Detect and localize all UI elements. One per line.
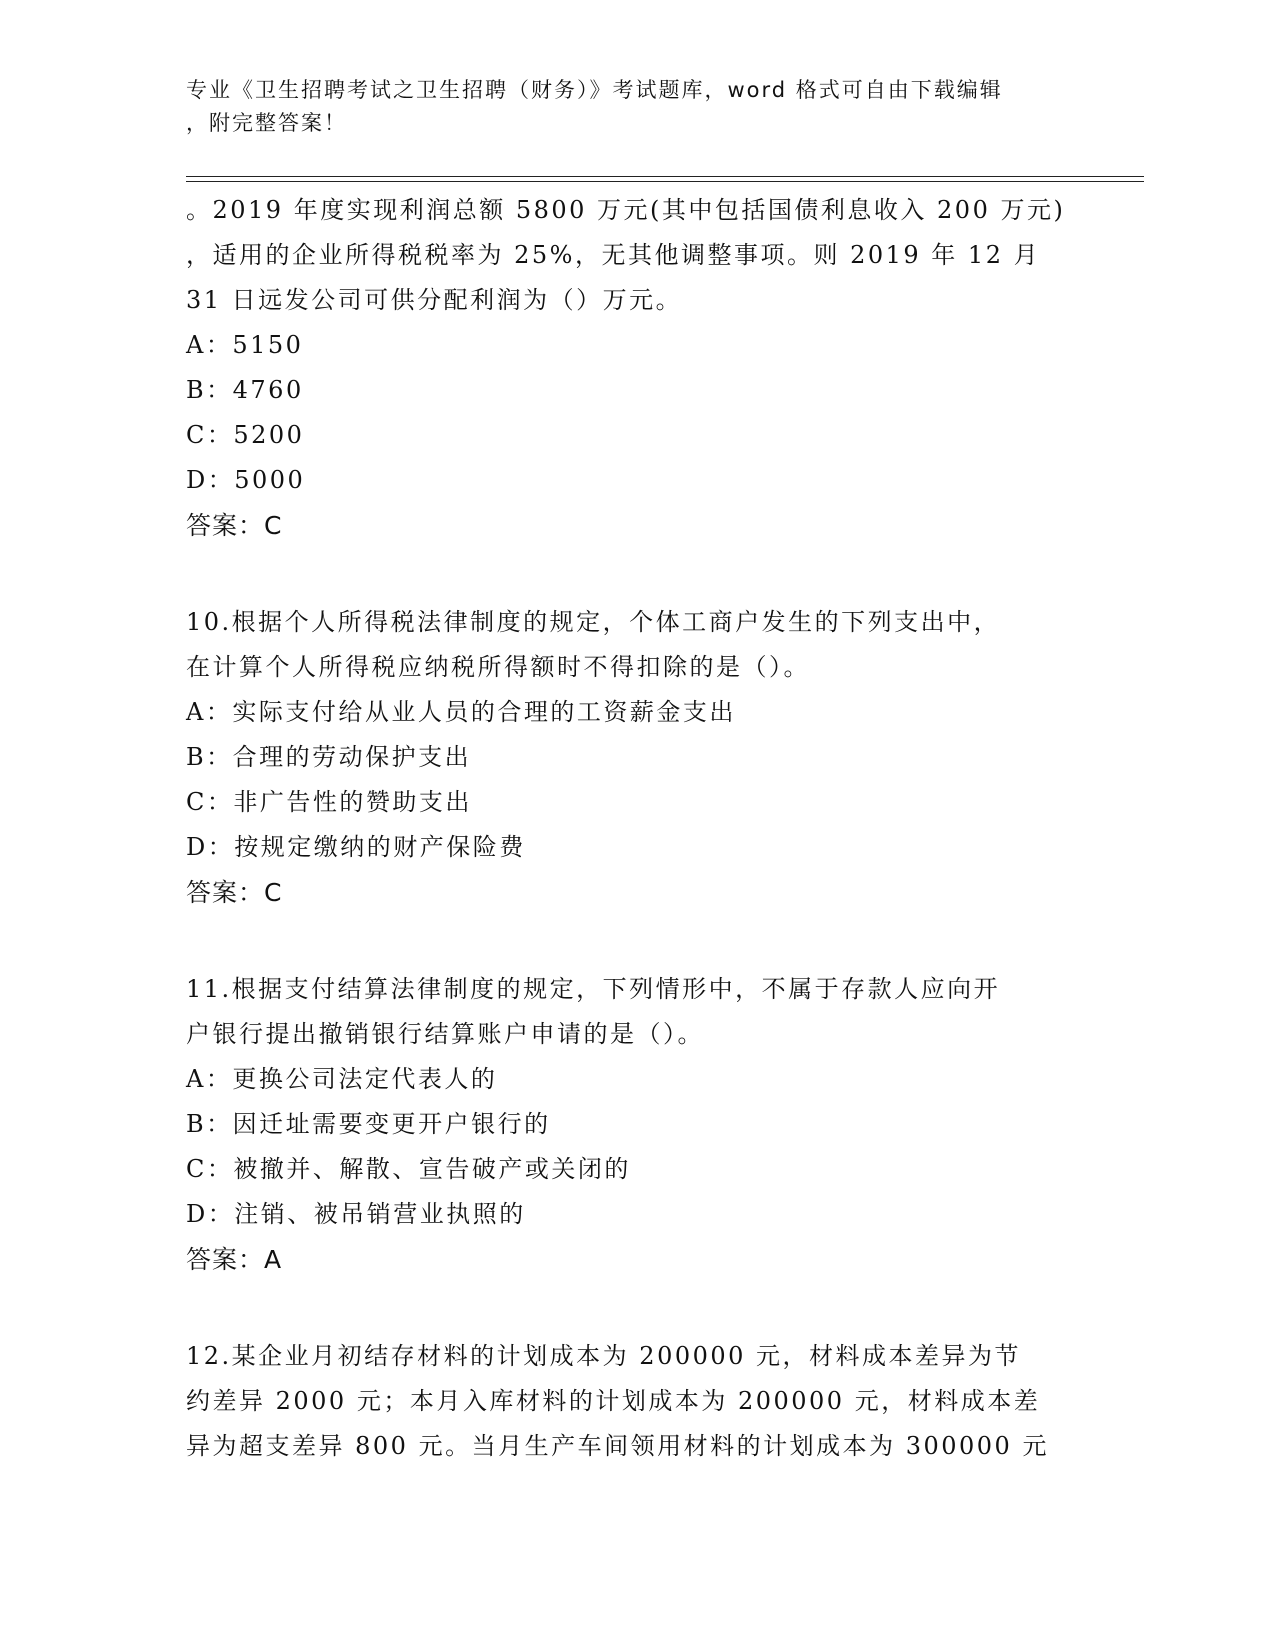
option-d: D：按规定缴纳的财产保险费 <box>186 833 526 861</box>
option-a: A：更换公司法定代表人的 <box>186 1065 498 1093</box>
option-c: C：被撤并、解散、宣告破产或关闭的 <box>186 1155 631 1183</box>
option-b: B：因迁址需要变更开户银行的 <box>186 1110 551 1138</box>
question-text-line: 户银行提出撤销银行结算账户申请的是（）。 <box>186 1020 704 1048</box>
question-text-line: ，适用的企业所得税税率为 25%，无其他调整事项。则 2019 年 12 月 <box>186 241 1041 269</box>
option-b: B：4760 <box>186 376 304 404</box>
header-divider-bottom <box>186 181 1144 182</box>
question-spacer <box>186 1282 1086 1334</box>
question-block-11 <box>186 967 1086 1282</box>
option-d: D：注销、被吊销营业执照的 <box>186 1200 526 1228</box>
question-text-line: 11.根据支付结算法律制度的规定，下列情形中，不属于存款人应向开 <box>186 975 1001 1003</box>
document-header <box>186 74 1066 140</box>
question-spacer <box>186 548 1086 600</box>
question-text-line: 10.根据个人所得税法律制度的规定，个体工商户发生的下列支出中， <box>186 608 1001 636</box>
header-line-2: ，附完整答案！ <box>186 111 347 135</box>
question-list <box>186 188 1086 1469</box>
answer-line: 答案：C <box>186 878 283 907</box>
question-spacer <box>186 915 1086 967</box>
question-text-line: 在计算个人所得税应纳税所得额时不得扣除的是（）。 <box>186 653 810 681</box>
question-text-line: 。2019 年度实现利润总额 5800 万元(其中包括国债利息收入 200 万元) <box>186 196 1066 224</box>
question-text-line: 约差异 2000 元；本月入库材料的计划成本为 200000 元，材料成本差 <box>186 1387 1041 1415</box>
header-line-1: 专业《卫生招聘考试之卫生招聘（财务）》考试题库，word 格式可自由下载编辑 <box>186 78 1003 102</box>
option-b: B：合理的劳动保护支出 <box>186 743 472 771</box>
answer-line: 答案：C <box>186 511 283 540</box>
option-c: C：非广告性的赞助支出 <box>186 788 472 816</box>
question-text-line: 异为超支差异 800 元。当月生产车间领用材料的计划成本为 300000 元 <box>186 1432 1049 1460</box>
option-d: D：5000 <box>186 466 306 494</box>
option-a: A：实际支付给从业人员的合理的工资薪金支出 <box>186 698 736 726</box>
option-c: C：5200 <box>186 421 305 449</box>
question-text-line: 12.某企业月初结存材料的计划成本为 200000 元，材料成本差异为节 <box>186 1342 1022 1370</box>
option-a: A：5150 <box>186 331 304 359</box>
question-block-12 <box>186 1334 1086 1469</box>
header-divider-top <box>186 176 1144 177</box>
question-text-line: 31 日远发公司可供分配利润为（）万元。 <box>186 286 683 314</box>
question-block-prev <box>186 188 1086 548</box>
question-block-10 <box>186 600 1086 915</box>
answer-line: 答案：A <box>186 1245 283 1274</box>
